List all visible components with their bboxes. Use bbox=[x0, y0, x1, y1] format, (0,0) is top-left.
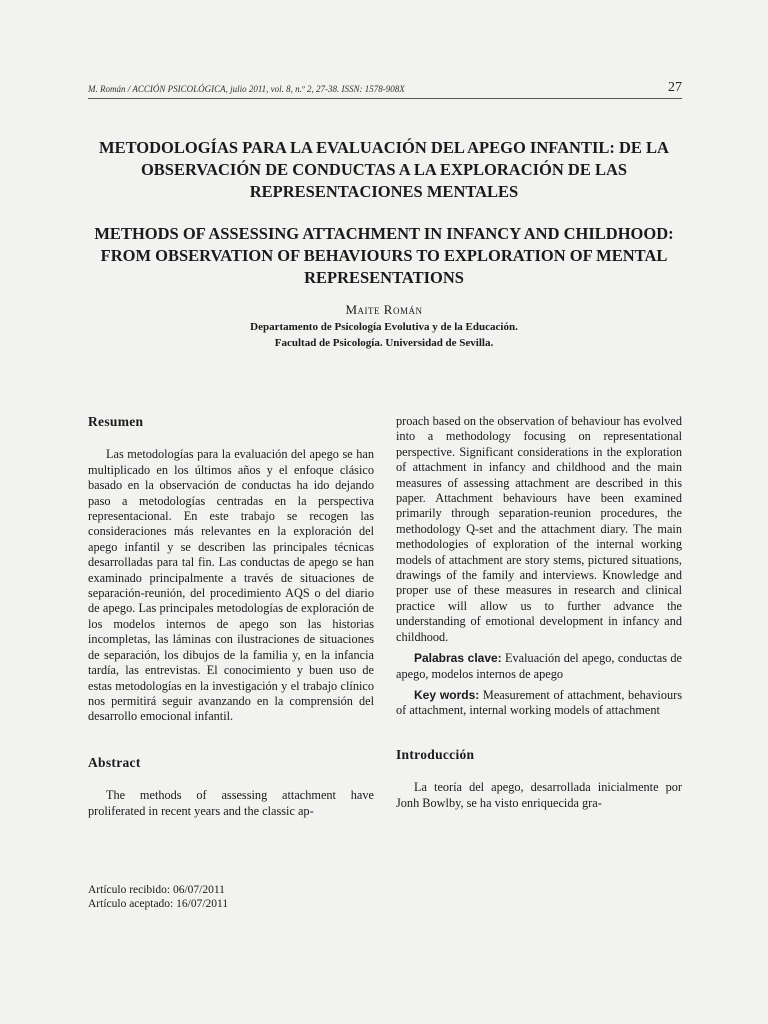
introduccion-heading: Introducción bbox=[396, 746, 475, 762]
accepted-date: Artículo aceptado: 16/07/2011 bbox=[88, 898, 229, 910]
resumen-text: Las metodologías para la evaluación del apego se han multiplicado en los últimos años y el enfoque clásico basado en la observación de conductas ha ido dejando paso a metodologías centradas en la perspectiva representacional. En este trabajo se recogen las consideraciones más relevantes en la exploración del apego infantil y se describen las principales técnicas desarrolladas para tal fin. Las conductas de apego se han examinado principalmente a través de situaciones de separación-reunión, del procedimiento AQS o del diario de apego. Las principales metodologías de exploración de los modelos internos de apego son las historias incompletas, las láminas con ilustraciones de situaciones de separación, los dibujos de la familia y, en la infancia tardía, las entrevistas. El conocimiento y buen uso de estas metodologías en la investigación y el trabajo clínico nos permitirá seguir avanzando en la comprensión del desarrollo emocional infantil. bbox=[88, 447, 374, 724]
abstract-text-start: The methods of assessing attachment have proliferated in recent years and the classic ap- bbox=[88, 788, 374, 818]
keywords-english-text: Measurement of attachment, behaviours of attachment, internal working models of attachment bbox=[396, 687, 683, 718]
affiliation-line-2: Facultad de Psicología. Universidad de Sevilla. bbox=[274, 337, 494, 349]
running-head-text: M. Román / ACCIÓN PSICOLÓGICA, julio 2011, vol. 8, n.º 2, 27-38. ISSN: 1578-908X bbox=[88, 84, 405, 94]
keywords-english-label: Key words: bbox=[414, 687, 480, 702]
left-column bbox=[88, 414, 374, 819]
page-number: 27 bbox=[668, 80, 682, 95]
title-block bbox=[80, 137, 688, 289]
title-english: METHODS OF ASSESSING ATTACHMENT IN INFANCY AND CHILDHOOD: FROM OBSERVATION OF BEHAVIOURS TO EXPLORATION OF MENTAL REPRESENTATIONS bbox=[94, 224, 674, 287]
title-spanish: METODOLOGÍAS PARA LA EVALUACIÓN DEL APEGO INFANTIL: DE LA OBSERVACIÓN DE CONDUCTAS A LA EXPLORACIÓN DE LAS REPRESENTACIONES MENTALES bbox=[99, 138, 669, 201]
resumen-heading: Resumen bbox=[88, 414, 144, 429]
keywords-spanish bbox=[396, 651, 682, 682]
article-dates bbox=[88, 883, 228, 911]
author-name: Maite Román bbox=[345, 302, 423, 317]
running-head bbox=[88, 84, 682, 99]
affiliation-line-1: Departamento de Psicología Evolutiva y de la Educación. bbox=[250, 321, 518, 333]
introduccion-text: La teoría del apego, desarrollada inicialmente por Jonh Bowlby, se ha visto enriquecida gra- bbox=[396, 780, 682, 810]
right-column bbox=[396, 414, 682, 811]
keywords-spanish-label: Palabras clave: bbox=[414, 651, 502, 666]
received-date: Artículo recibido: 06/07/2011 bbox=[88, 884, 225, 896]
keywords-spanish-text: Evaluación del apego, conductas de apego, modelos internos de apego bbox=[396, 651, 682, 681]
affiliation bbox=[80, 319, 688, 351]
keywords-english bbox=[396, 688, 682, 719]
abstract-text-continued: proach based on the observation of behaviour has evolved into a methodology focusing on representational perspective. Significant considerations in the exploration of attachment in infancy and childhood and the main measures of assessing attachment are described in this paper. Attachment behaviours have been examined primarily through separation-reunion procedures, the methodology Q-set and the attachment diary. The main methodologies of exploration of the internal working models of attachment are story stems, pictured situations, drawings of the family and interviews. Knowledge and proper use of these measures in research and clinical practice will allow us to further advance the understanding of emotional development in infancy and childhood. bbox=[396, 414, 682, 644]
abstract-heading: Abstract bbox=[88, 754, 141, 770]
